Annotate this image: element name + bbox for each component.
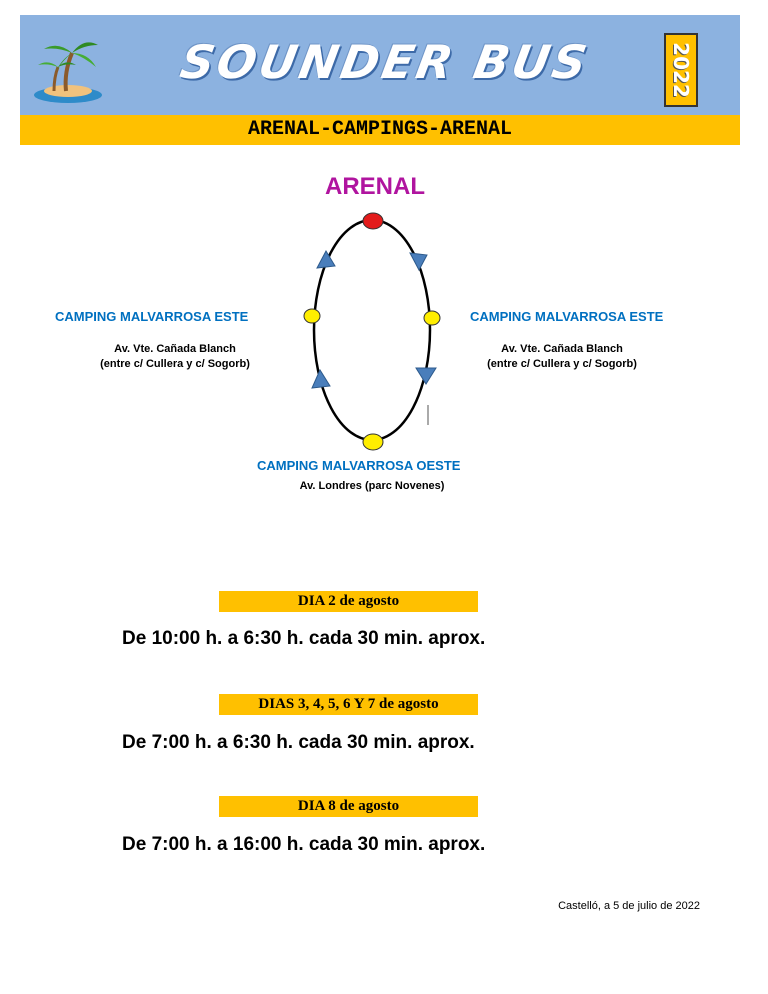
year-label: 2022 bbox=[669, 42, 693, 98]
stop-marker-bottom bbox=[363, 434, 383, 450]
schedule-day-2: DIAS 3, 4, 5, 6 Y 7 de agosto bbox=[219, 694, 478, 715]
stop-left-address-line1: Av. Vte. Cañada Blanch bbox=[114, 343, 236, 355]
schedule-day-3: DIA 8 de agosto bbox=[219, 796, 478, 817]
stop-left-name: CAMPING MALVARROSA ESTE bbox=[55, 309, 249, 324]
direction-arrow-icon bbox=[317, 251, 335, 268]
direction-arrow-icon bbox=[410, 253, 427, 270]
stop-arenal: ARENAL bbox=[325, 173, 425, 200]
schedule-hours-3: De 7:00 h. a 16:00 h. cada 30 min. aprox. bbox=[122, 834, 486, 855]
stop-left-address-line2: (entre c/ Cullera y c/ Sogorb) bbox=[100, 358, 250, 370]
stop-right-address-line1: Av. Vte. Cañada Blanch bbox=[501, 343, 623, 355]
stop-right-address bbox=[462, 342, 662, 372]
issue-date: Castelló, a 5 de julio de 2022 bbox=[558, 900, 700, 912]
brand-title: SOUNDER BUS bbox=[176, 35, 594, 89]
schedule-day-1: DIA 2 de agosto bbox=[219, 591, 478, 612]
direction-arrow-icon bbox=[312, 370, 330, 388]
stop-bottom-address: Av. Londres (parc Novenes) bbox=[299, 480, 445, 492]
direction-arrow-icon bbox=[416, 368, 436, 384]
stop-right-address-line2: (entre c/ Cullera y c/ Sogorb) bbox=[487, 358, 637, 370]
stop-bottom-name: CAMPING MALVARROSA OESTE bbox=[257, 458, 461, 473]
stop-left-address bbox=[75, 342, 275, 372]
stop-marker-right bbox=[424, 311, 440, 325]
schedule-hours-1: De 10:00 h. a 6:30 h. cada 30 min. aprox. bbox=[122, 628, 486, 649]
route-title: ARENAL-CAMPINGS-ARENAL bbox=[20, 115, 740, 145]
stop-marker-arenal bbox=[363, 213, 383, 229]
stop-right-name: CAMPING MALVARROSA ESTE bbox=[470, 309, 664, 324]
stop-marker-left bbox=[304, 309, 320, 323]
schedule-hours-2: De 7:00 h. a 6:30 h. cada 30 min. aprox. bbox=[122, 732, 475, 753]
